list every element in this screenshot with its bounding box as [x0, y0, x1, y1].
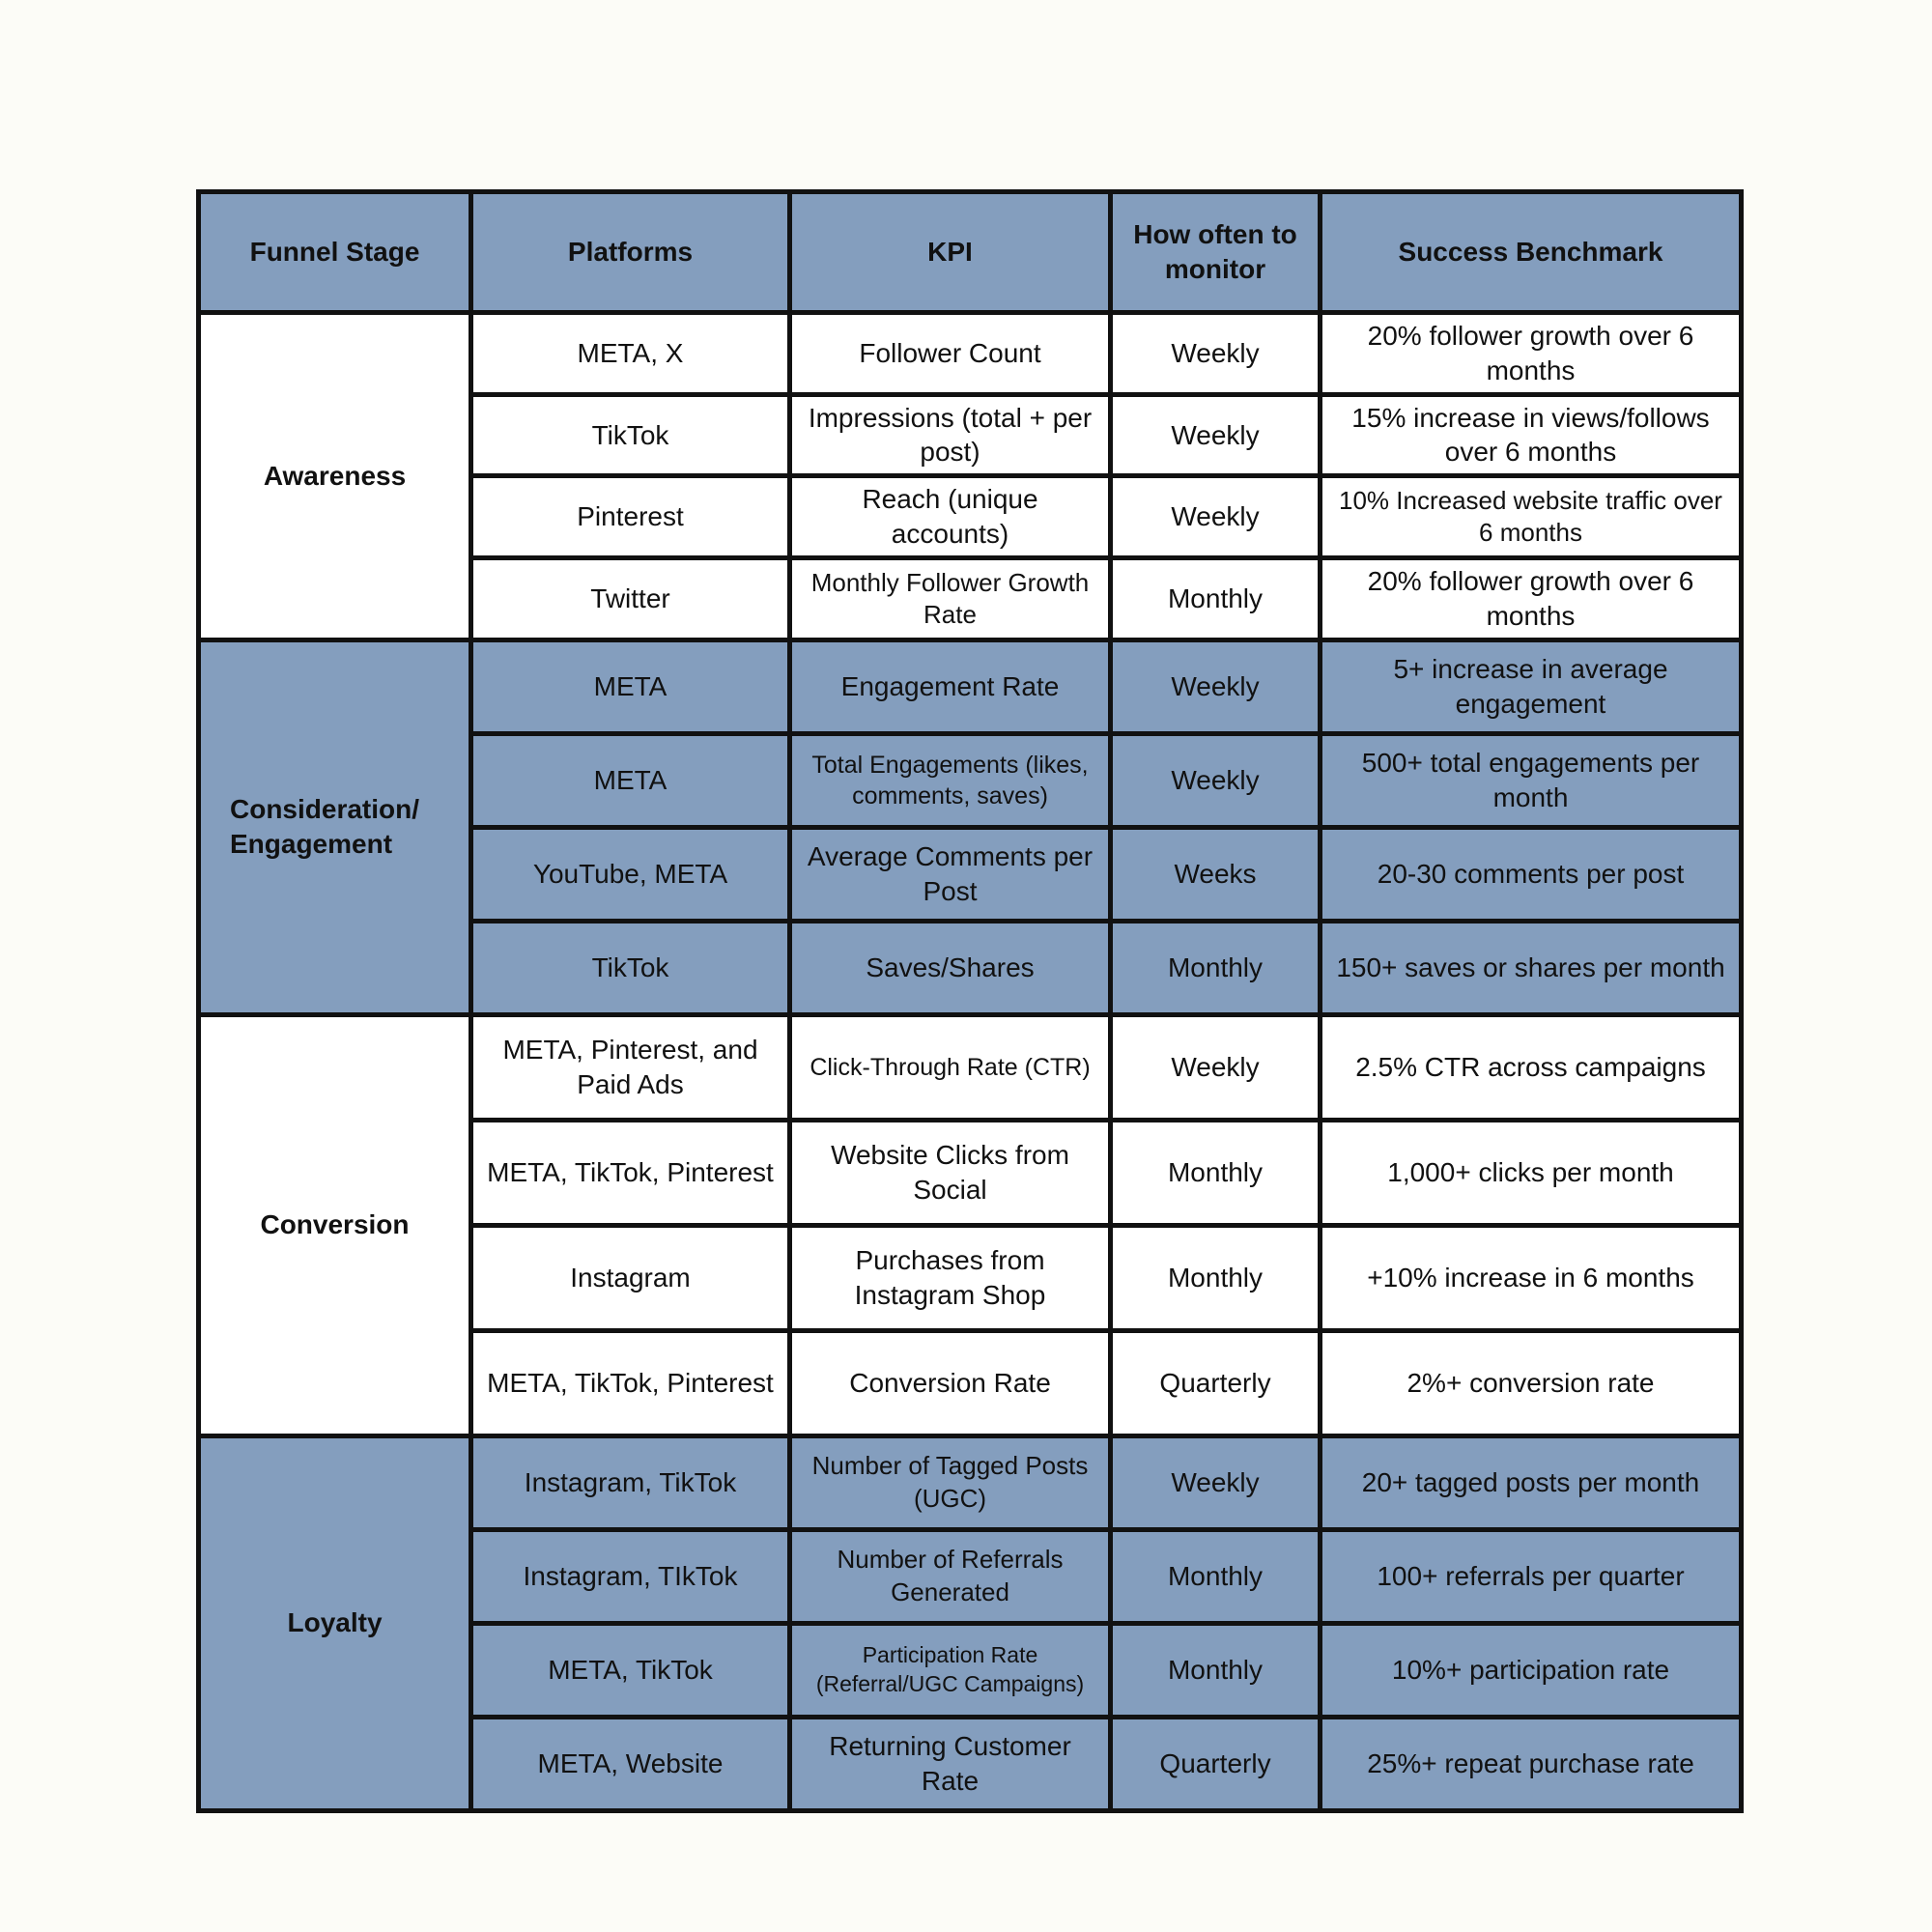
table-row: [199, 1014, 1742, 1120]
kpi-cell: Impressions (total + per post): [790, 394, 1111, 476]
header-row: [199, 192, 1742, 313]
frequency-cell: Monthly: [1111, 1225, 1321, 1330]
benchmark-cell: 2.5% CTR across campaigns: [1321, 1014, 1742, 1120]
platforms-cell: Pinterest: [471, 476, 790, 558]
benchmark-cell: 20% follower growth over 6 months: [1321, 313, 1742, 395]
frequency-cell: Monthly: [1111, 1120, 1321, 1225]
kpi-cell: Engagement Rate: [790, 639, 1111, 733]
table-row: [199, 313, 1742, 395]
platforms-cell: META, TikTok, Pinterest: [471, 1120, 790, 1225]
frequency-cell: Weekly: [1111, 1435, 1321, 1529]
header-success-benchmark: Success Benchmark: [1321, 192, 1742, 313]
stage-awareness: Awareness: [199, 313, 471, 640]
kpi-cell: Follower Count: [790, 313, 1111, 395]
kpi-cell: Reach (unique accounts): [790, 476, 1111, 558]
kpi-cell: Conversion Rate: [790, 1330, 1111, 1435]
platforms-cell: META, TikTok: [471, 1623, 790, 1717]
benchmark-cell: 15% increase in views/follows over 6 months: [1321, 394, 1742, 476]
benchmark-cell: 20-30 comments per post: [1321, 827, 1742, 921]
table-row: [199, 1435, 1742, 1529]
benchmark-cell: 5+ increase in average engagement: [1321, 639, 1742, 733]
platforms-cell: Instagram: [471, 1225, 790, 1330]
benchmark-cell: +10% increase in 6 months: [1321, 1225, 1742, 1330]
platforms-cell: META: [471, 639, 790, 733]
kpi-cell: Saves/Shares: [790, 921, 1111, 1014]
platforms-cell: Instagram, TikTok: [471, 1435, 790, 1529]
kpi-table-container: [196, 189, 1739, 1813]
benchmark-cell: 10%+ participation rate: [1321, 1623, 1742, 1717]
frequency-cell: Weeks: [1111, 827, 1321, 921]
platforms-cell: TikTok: [471, 921, 790, 1014]
frequency-cell: Weekly: [1111, 639, 1321, 733]
benchmark-cell: 100+ referrals per quarter: [1321, 1529, 1742, 1623]
benchmark-cell: 2%+ conversion rate: [1321, 1330, 1742, 1435]
platforms-cell: META, TikTok, Pinterest: [471, 1330, 790, 1435]
kpi-table: [196, 189, 1744, 1813]
benchmark-cell: 500+ total engagements per month: [1321, 733, 1742, 827]
stage-consideration-engagement: Consideration/ Engagement: [199, 639, 471, 1014]
kpi-cell: Monthly Follower Growth Rate: [790, 557, 1111, 639]
frequency-cell: Weekly: [1111, 394, 1321, 476]
platforms-cell: YouTube, META: [471, 827, 790, 921]
benchmark-cell: 150+ saves or shares per month: [1321, 921, 1742, 1014]
benchmark-cell: 20+ tagged posts per month: [1321, 1435, 1742, 1529]
platforms-cell: META, Pinterest, and Paid Ads: [471, 1014, 790, 1120]
kpi-cell: Website Clicks from Social: [790, 1120, 1111, 1225]
frequency-cell: Weekly: [1111, 313, 1321, 395]
kpi-cell: Total Engagements (likes, comments, saves): [790, 733, 1111, 827]
platforms-cell: Twitter: [471, 557, 790, 639]
platforms-cell: META: [471, 733, 790, 827]
platforms-cell: META, Website: [471, 1717, 790, 1810]
platforms-cell: META, X: [471, 313, 790, 395]
platforms-cell: Instagram, TIkTok: [471, 1529, 790, 1623]
table-row: [199, 639, 1742, 733]
kpi-cell: Number of Tagged Posts (UGC): [790, 1435, 1111, 1529]
frequency-cell: Monthly: [1111, 557, 1321, 639]
benchmark-cell: 1,000+ clicks per month: [1321, 1120, 1742, 1225]
frequency-cell: Weekly: [1111, 733, 1321, 827]
frequency-cell: Monthly: [1111, 1623, 1321, 1717]
header-frequency: How often to monitor: [1111, 192, 1321, 313]
frequency-cell: Weekly: [1111, 476, 1321, 558]
frequency-cell: Quarterly: [1111, 1717, 1321, 1810]
frequency-cell: Monthly: [1111, 921, 1321, 1014]
stage-conversion: Conversion: [199, 1014, 471, 1435]
header-platforms: Platforms: [471, 192, 790, 313]
frequency-cell: Weekly: [1111, 1014, 1321, 1120]
benchmark-cell: 10% Increased website traffic over 6 months: [1321, 476, 1742, 558]
benchmark-cell: 20% follower growth over 6 months: [1321, 557, 1742, 639]
kpi-cell: Participation Rate (Referral/UGC Campaigns): [790, 1623, 1111, 1717]
frequency-cell: Monthly: [1111, 1529, 1321, 1623]
frequency-cell: Quarterly: [1111, 1330, 1321, 1435]
kpi-cell: Returning Customer Rate: [790, 1717, 1111, 1810]
kpi-cell: Click-Through Rate (CTR): [790, 1014, 1111, 1120]
header-kpi: KPI: [790, 192, 1111, 313]
kpi-cell: Purchases from Instagram Shop: [790, 1225, 1111, 1330]
stage-loyalty: Loyalty: [199, 1435, 471, 1810]
platforms-cell: TikTok: [471, 394, 790, 476]
kpi-cell: Number of Referrals Generated: [790, 1529, 1111, 1623]
kpi-cell: Average Comments per Post: [790, 827, 1111, 921]
benchmark-cell: 25%+ repeat purchase rate: [1321, 1717, 1742, 1810]
header-funnel-stage: Funnel Stage: [199, 192, 471, 313]
